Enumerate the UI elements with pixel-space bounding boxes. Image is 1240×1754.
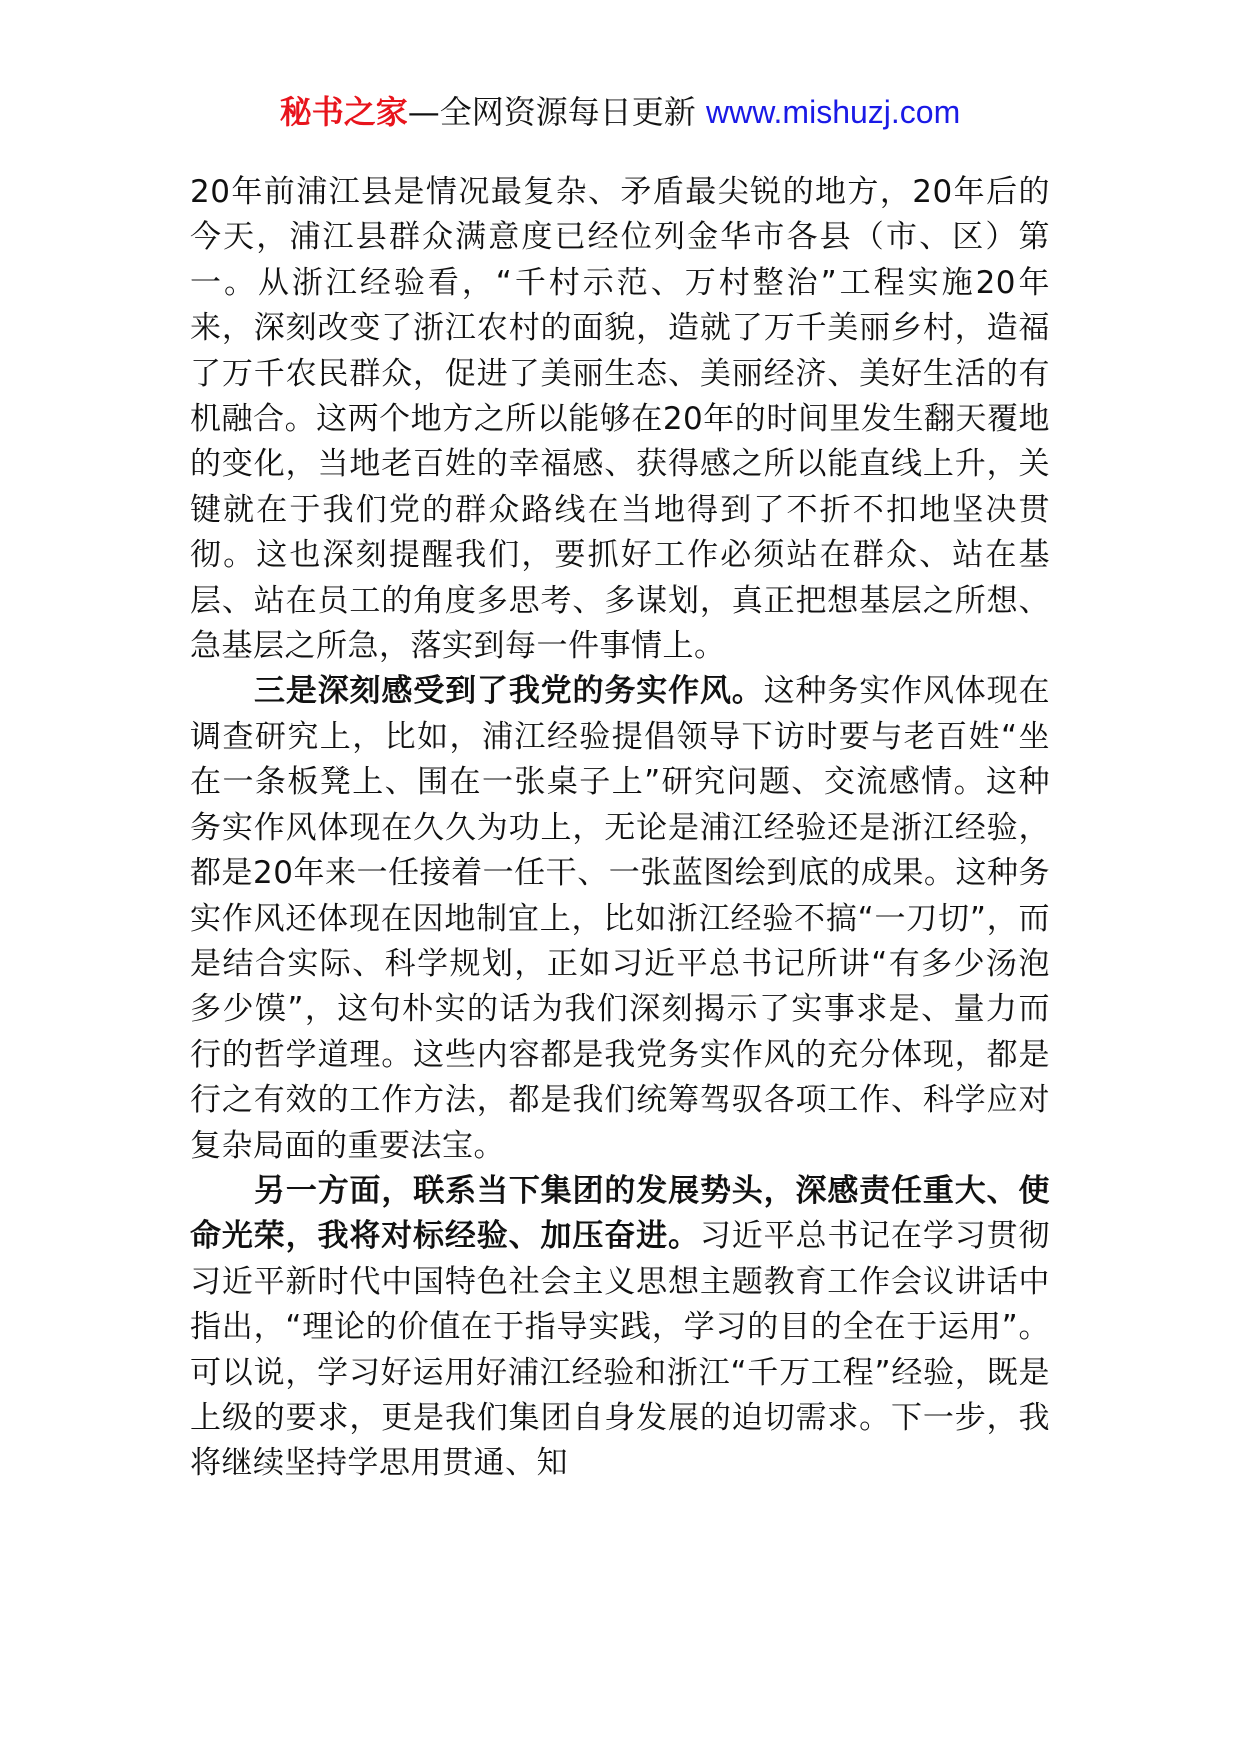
paragraph-1-body: 20年前浦江县是情况最复杂、矛盾最尖锐的地方，20年后的今天，浦江县群众满意度已经位列金华市各县（市、区）第一。从浙江经验看，“千村示范、万村整治”工程实施20年来，深刻改变了浙江农村的面貌，造就了万千美丽乡村，造福了万千农民群众，促进了美丽生态、美丽经济、美好生活的有机融合。这两个地方之所以能够在20年的时间里发生翻天覆地的变化，当地老百姓的幸福感、获得感之所以能直线上升，关键就在于我们党的群众路线在当地得到了不折不扣地坚决贯彻。这也深刻提醒我们，要抓好工作必须站在群众、站在基层、站在员工的角度多思考、多谋划，真正把想基层之所想、急基层之所急，落实到每一件事情上。 — [190, 174, 1050, 665]
site-url[interactable]: www.mishuzj.com — [705, 94, 961, 130]
site-brand: 秘书之家 — [279, 93, 408, 131]
paragraph-3-lead: 另一方面，联系当下集团的发展势头，深感责任重大、使命光荣，我将对标经验、加压奋进。 — [190, 1172, 1050, 1255]
site-header — [0, 88, 1240, 136]
paragraph-2-body: 这种务实作风体现在调查研究上，比如，浦江经验提倡领导下访时要与老百姓“坐在一条板凳上、围在一张桌子上”研究问题、交流感情。这种务实作风体现在久久为功上，无论是浦江经验还是浙江经验，都是20年来一任接着一任干、一张蓝图绘到底的成果。这种务实作风还体现在因地制宜上，比如浙江经验不搞“一刀切”，而是结合实际、科学规划，正如习近平总书记所讲“有多少汤泡多少馍”，这句朴实的话为我们深刻揭示了实事求是、量力而行的哲学道理。这些内容都是我党务实作风的充分体现，都是行之有效的工作方法，都是我们统筹驾驭各项工作、科学应对复杂局面的重要法宝。 — [190, 673, 1051, 1164]
paragraph-2 — [190, 669, 1050, 1168]
document-body — [190, 170, 1050, 1487]
paragraph-3-body: 习近平总书记在学习贯彻习近平新时代中国特色社会主义思想主题教育工作会议讲话中指出，“理论的价值在于指导实践，学习的目的全在于运用”。可以说，学习好运用好浦江经验和浙江“千万工程”经验，既是上级的要求，更是我们集团自身发展的迫切需求。下一步，我将继续坚持学思用贯通、知 — [190, 1218, 1051, 1482]
paragraph-3 — [190, 1169, 1050, 1487]
paragraph-1 — [190, 170, 1050, 669]
site-tagline: —全网资源每日更新 — [407, 93, 706, 131]
paragraph-2-lead: 三是深刻感受到了我党的务实作风。 — [254, 673, 764, 710]
